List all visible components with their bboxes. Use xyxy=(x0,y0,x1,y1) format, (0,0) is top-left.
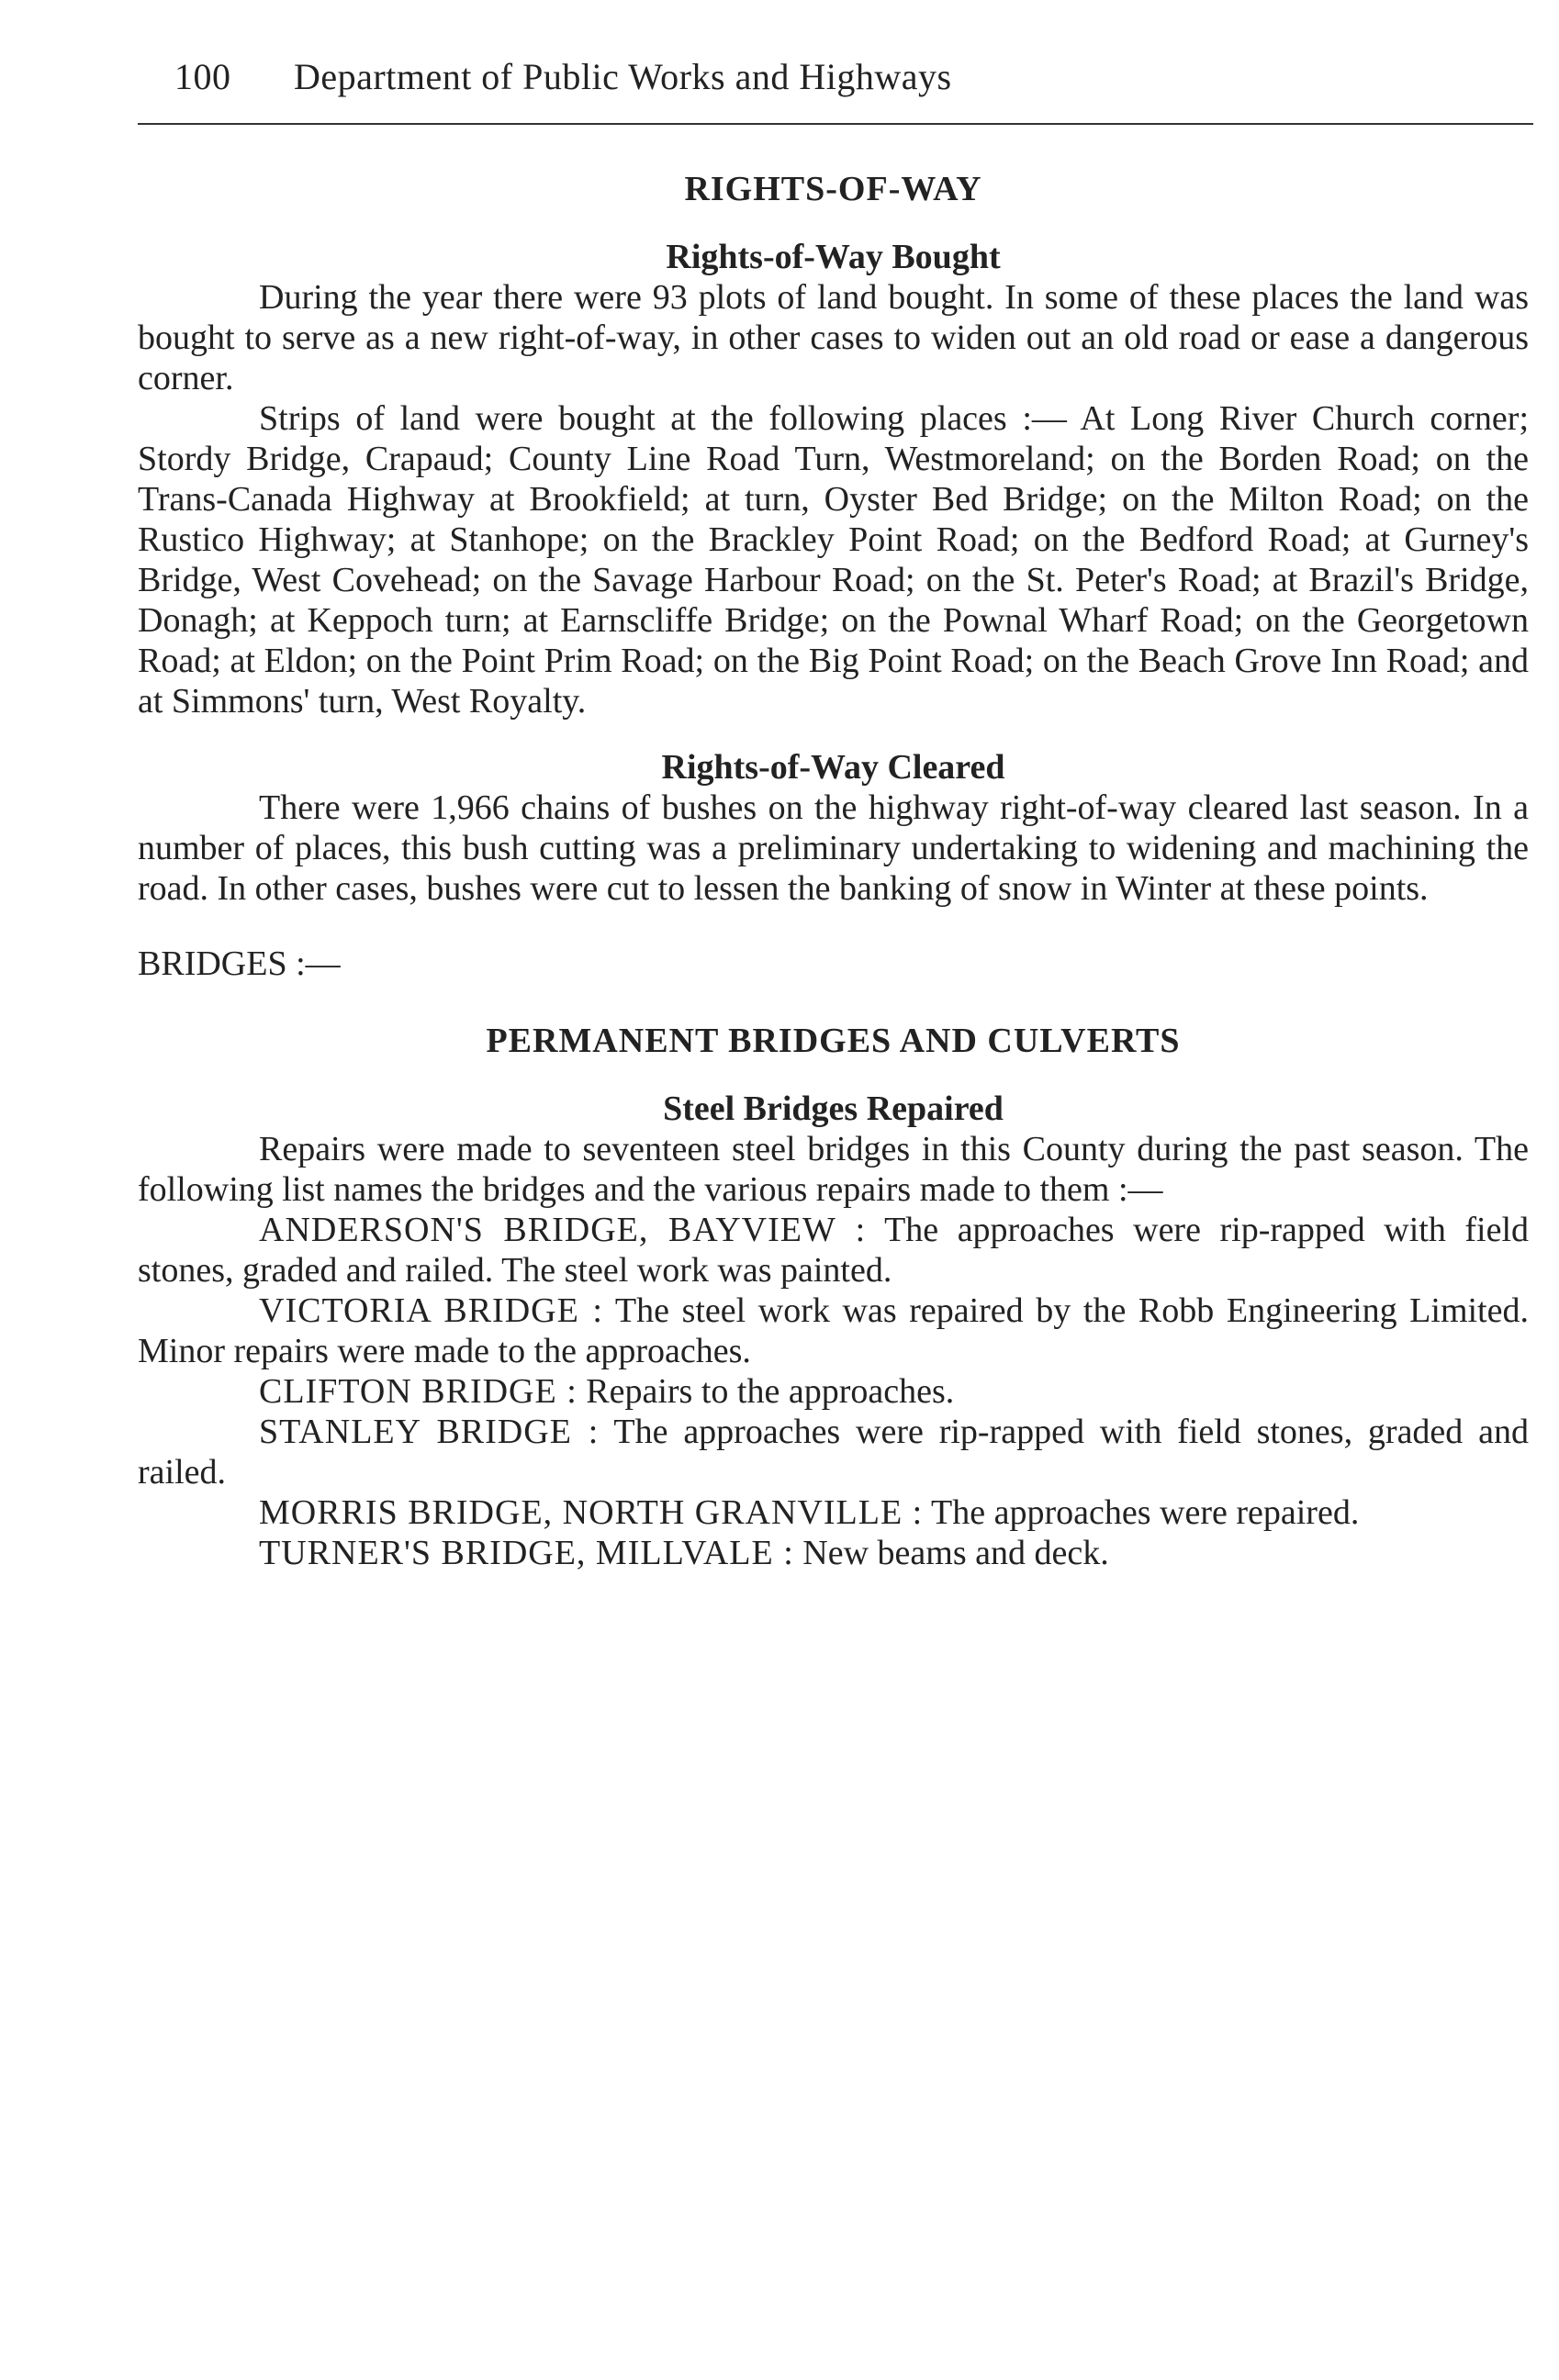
page-header xyxy=(138,55,1529,110)
bridge-name: MORRIS BRIDGE, NORTH GRANVILLE : xyxy=(259,1493,924,1532)
bridges-label: BRIDGES :— xyxy=(138,944,341,983)
subheading-rights-of-way-cleared: Rights-of-Way Cleared xyxy=(661,748,1005,787)
subheading-rights-of-way-bought: Rights-of-Way Bought xyxy=(666,238,1001,276)
paragraph-bushes-cleared: There were 1,966 chains of bushes on the highway right-of-way cleared last season. In a number of places, this bush cutting was a preliminary undertaking to widening and machining the road. In other cases, bushes were cut to lessen the banking of snow in Winter at these points. xyxy=(138,788,1529,908)
bridge-repair-text: The approaches were rip-rapped with field stones, graded and railed. The steel work was painted. xyxy=(138,1211,1529,1290)
paragraph-plots-bought: During the year there were 93 plots of land bought. In some of these places the land was bought to serve as a new right-of-way, in other cases to widen out an old road or ease a dangerous corner. xyxy=(138,278,1529,397)
bridge-repair-text: The approaches were repaired. xyxy=(931,1493,1360,1532)
section-heading-rights-of-way: RIGHTS-OF-WAY xyxy=(684,170,982,208)
bridge-name: CLIFTON BRIDGE : xyxy=(259,1372,578,1411)
bridge-entry-andersons xyxy=(138,1210,1529,1291)
document-page xyxy=(138,55,1529,1573)
section-heading-permanent-bridges: PERMANENT BRIDGES AND CULVERTS xyxy=(486,1022,1181,1060)
paragraph-steel-bridges-intro: Repairs were made to seventeen steel bridges in this County during the past season. The following list names the bridges and the various repairs made to them :— xyxy=(138,1130,1529,1209)
paragraph-strips-of-land: Strips of land were bought at the following places :— At Long River Church corner; Stordy Bridge, Crapaud; County Line Road Turn, Westmoreland; on the Borden Road; on the Trans-Canada Highway at Brookfield; at turn, Oyster Bed Bridge; on the Milton Road; on the Rustico Highway; at Stanhope; on the Brackley Point Road; on the Bedford Road; at Gurney's Bridge, West Covehead; on the Savage Harbour Road; on the St. Peter's Road; at Brazil's Bridge, Donagh; at Keppoch turn; at Earnscliffe Bridge; on the Pownal Wharf Road; on the Georgetown Road; at Eldon; on the Point Prim Road; on the Big Point Road; on the Beach Grove Inn Road; and at Simmons' turn, West Royalty. xyxy=(138,399,1529,721)
bridge-entry-victoria xyxy=(138,1291,1529,1371)
bridge-entry-clifton xyxy=(138,1371,1529,1412)
bridge-entry-turners xyxy=(138,1533,1529,1573)
bridge-name: VICTORIA BRIDGE : xyxy=(259,1291,603,1330)
bridge-repair-text: Repairs to the approaches. xyxy=(586,1372,955,1411)
page-number: 100 xyxy=(174,56,231,97)
bridge-repair-text: The steel work was repaired by the Robb Engineering Limited. Minor repairs were made to the approaches. xyxy=(138,1291,1529,1370)
bridge-name: ANDERSON'S BRIDGE, BAYVIEW : xyxy=(259,1211,867,1249)
bridge-entry-morris xyxy=(138,1492,1529,1533)
bridge-entry-stanley xyxy=(138,1412,1529,1492)
bridge-repair-text: New beams and deck. xyxy=(802,1534,1109,1572)
subheading-steel-bridges-repaired: Steel Bridges Repaired xyxy=(663,1089,1004,1128)
bridge-repair-text: The approaches were rip-rapped with field stones, graded and railed. xyxy=(138,1413,1529,1492)
bridge-name: TURNER'S BRIDGE, MILLVALE : xyxy=(259,1534,794,1572)
bridge-name: STANLEY BRIDGE : xyxy=(259,1413,600,1451)
header-rule xyxy=(138,123,1533,125)
running-head: Department of Public Works and Highways xyxy=(294,56,952,97)
